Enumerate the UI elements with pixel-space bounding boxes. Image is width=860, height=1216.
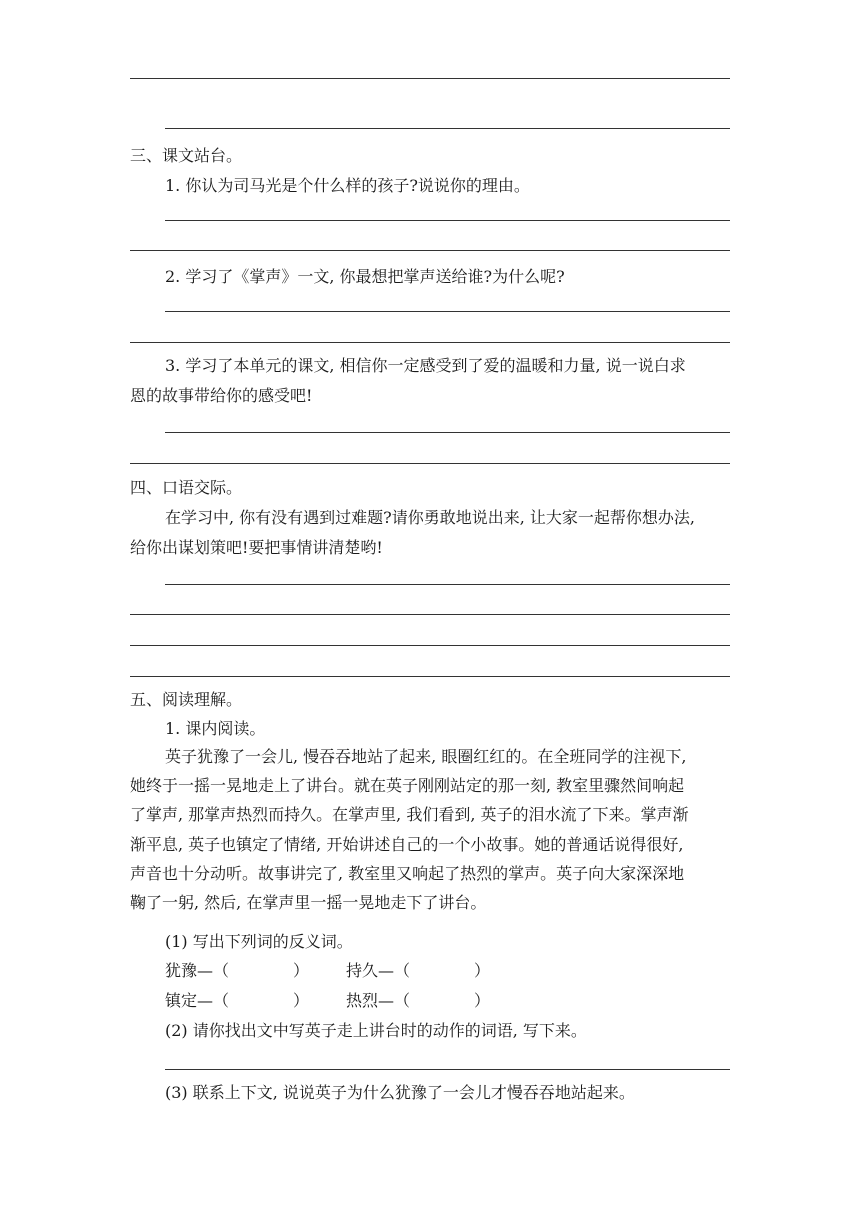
answer-line: [130, 676, 730, 677]
answer-line: [165, 1069, 730, 1070]
section-4-title: 四、口语交际。: [130, 478, 243, 497]
section-3-question-3-line-1: 3. 学习了本单元的课文, 相信你一定感受到了爱的温暖和力量, 说一说白求: [165, 356, 686, 375]
section-4-prompt-line-2: 给你出谋划策吧!要把事情讲清楚哟!: [130, 538, 383, 557]
antonym-item: 犹豫—（ ）: [165, 961, 310, 980]
answer-line: [165, 584, 730, 585]
antonym-item: 镇定—（ ）: [165, 991, 310, 1010]
section-5-question-1: (1) 写出下列词的反义词。: [165, 932, 353, 951]
answer-line: [130, 78, 730, 79]
answer-line: [165, 220, 730, 221]
answer-line: [130, 614, 730, 615]
section-3-question-2: 2. 学习了《掌声》一文, 你最想把掌声送给谁?为什么呢?: [165, 267, 565, 286]
answer-line: [130, 463, 730, 464]
answer-line: [165, 311, 730, 312]
section-3-question-1: 1. 你认为司马光是个什么样的孩子?说说你的理由。: [165, 176, 530, 195]
answer-line: [165, 432, 730, 433]
answer-line: [130, 645, 730, 646]
section-5-subheading: 1. 课内阅读。: [165, 719, 266, 738]
passage-line: 渐平息, 英子也镇定了情绪, 开始讲述自己的一个小故事。她的普通话说得很好,: [130, 835, 684, 854]
passage-line: 英子犹豫了一会儿, 慢吞吞地站了起来, 眼圈红红的。在全班同学的注视下,: [165, 747, 687, 766]
section-3-title: 三、课文站台。: [130, 146, 243, 165]
section-4-prompt-line-1: 在学习中, 你有没有遇到过难题?请你勇敢地说出来, 让大家一起帮你想办法,: [165, 508, 696, 527]
antonym-item: 热烈—（ ）: [346, 991, 491, 1010]
answer-line: [130, 250, 730, 251]
passage-line: 声音也十分动听。故事讲完了, 教室里又响起了热烈的掌声。英子向大家深深地: [130, 864, 685, 883]
passage-line: 了掌声, 那掌声热烈而持久。在掌声里, 我们看到, 英子的泪水流了下来。掌声渐: [130, 805, 689, 824]
section-5-question-2: (2) 请你找出文中写英子走上讲台时的动作的词语, 写下来。: [165, 1021, 587, 1040]
answer-line: [165, 128, 730, 129]
section-5-title: 五、阅读理解。: [130, 690, 243, 709]
section-3-question-3-line-2: 恩的故事带给你的感受吧!: [130, 386, 313, 405]
antonym-item: 持久—（ ）: [346, 961, 491, 980]
passage-line: 鞠了一躬, 然后, 在掌声里一摇一晃地走下了讲台。: [130, 893, 487, 912]
section-5-question-3: (3) 联系上下文, 说说英子为什么犹豫了一会儿才慢吞吞地站起来。: [165, 1083, 635, 1102]
passage-line: 她终于一摇一晃地走上了讲台。就在英子刚刚站定的那一刻, 教室里骤然间响起: [130, 776, 685, 795]
answer-line: [130, 342, 730, 343]
